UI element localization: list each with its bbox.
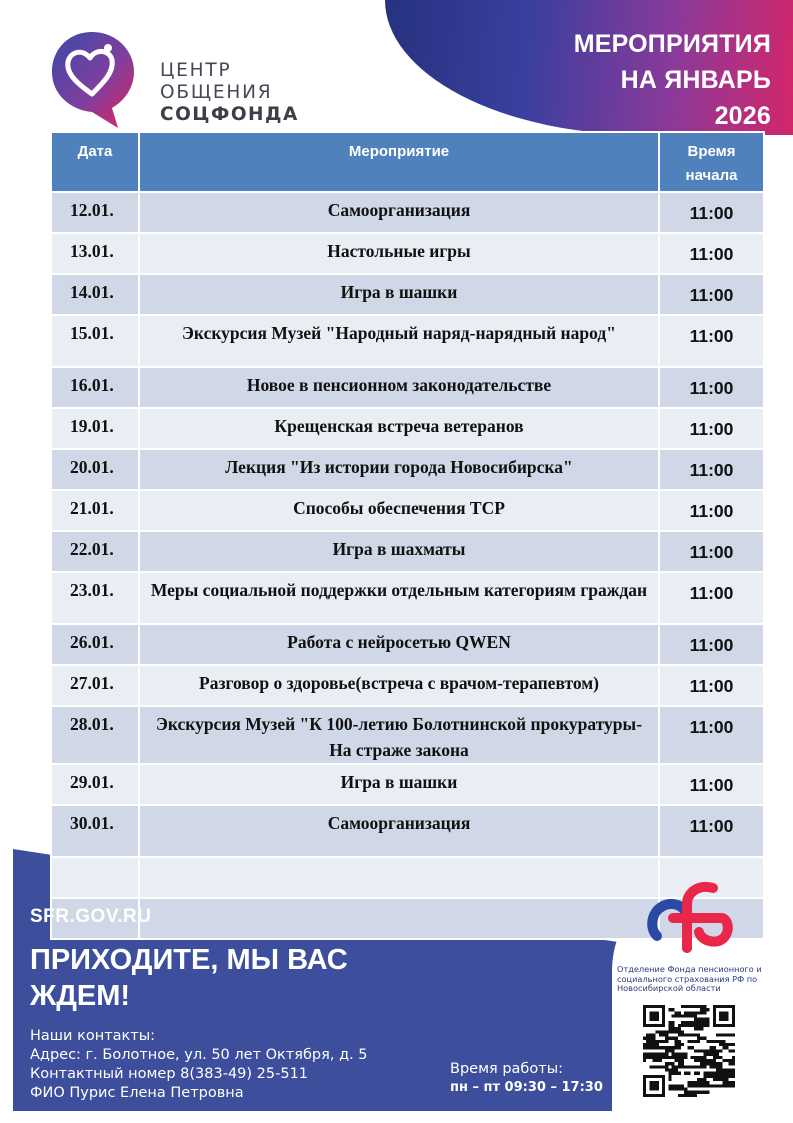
- row-time: 11:00: [659, 490, 764, 531]
- row-time: 11:00: [659, 233, 764, 274]
- row-event: Настольные игры: [139, 233, 659, 274]
- table-row: [51, 449, 764, 490]
- table-row: [51, 706, 764, 764]
- row-date: 27.01.: [51, 665, 139, 706]
- row-date: 14.01.: [51, 274, 139, 315]
- row-time: 11:00: [659, 665, 764, 706]
- row-time: 11:00: [659, 624, 764, 665]
- logo-line-1: ЦЕНТР: [160, 60, 232, 81]
- banner-title-line-1: МЕРОПРИЯТИЯ: [573, 30, 771, 58]
- row-event: Способы обеспечения ТСР: [139, 490, 659, 531]
- hours-label: Время работы:: [450, 1061, 564, 1077]
- row-event: Игра в шашки: [139, 764, 659, 805]
- logo-line-2: ОБЩЕНИЯ: [160, 82, 273, 103]
- row-time: 11:00: [659, 315, 764, 367]
- row-time: 11:00: [659, 706, 764, 764]
- row-time: 11:00: [659, 805, 764, 857]
- row-date: 29.01.: [51, 764, 139, 805]
- table-row: [51, 624, 764, 665]
- row-time: 11:00: [659, 449, 764, 490]
- row-event: Игра в шашки: [139, 274, 659, 315]
- table-row: [51, 192, 764, 233]
- header-time: Время начала: [659, 132, 764, 192]
- contacts-person: ФИО Пурис Елена Петровна: [30, 1085, 244, 1101]
- header-banner: [385, 0, 793, 135]
- row-event: Новое в пенсионном законодательстве: [139, 367, 659, 408]
- row-date: 19.01.: [51, 408, 139, 449]
- row-event: Самоорганизация: [139, 192, 659, 233]
- table-row: [51, 274, 764, 315]
- row-time: 11:00: [659, 192, 764, 233]
- row-date: 26.01.: [51, 624, 139, 665]
- row-date: 21.01.: [51, 490, 139, 531]
- row-event: Экскурсия Музей "К 100-летию Болотнинской прокуратуры- На страже закона: [139, 706, 659, 764]
- contacts-block: [30, 1027, 368, 1103]
- schedule-body: [51, 192, 764, 939]
- banner-title-line-2: НА ЯНВАРЬ: [620, 66, 771, 94]
- row-time: 11:00: [659, 531, 764, 572]
- row-date: 12.01.: [51, 192, 139, 233]
- row-event: Крещенская встреча ветеранов: [139, 408, 659, 449]
- contacts-phone: Контактный номер 8(383-49) 25-511: [30, 1066, 309, 1082]
- slogan-line-1: ПРИХОДИТЕ, МЫ ВАС: [30, 944, 348, 976]
- row-event: Лекция "Из истории города Новосибирска": [139, 449, 659, 490]
- table-row: [51, 531, 764, 572]
- table-row: [51, 367, 764, 408]
- banner-title: [574, 26, 771, 134]
- table-row: [51, 408, 764, 449]
- row-time: 11:00: [659, 764, 764, 805]
- contacts-address: Адрес: г. Болотное, ул. 50 лет Октября, д. 5: [30, 1047, 368, 1063]
- row-date: 28.01.: [51, 706, 139, 764]
- table-row: [51, 764, 764, 805]
- row-time: 11:00: [659, 408, 764, 449]
- table-row: [51, 665, 764, 706]
- slogan: [30, 942, 348, 1014]
- row-event: [139, 898, 659, 939]
- row-event: Меры социальной поддержки отдельным категориям граждан: [139, 572, 659, 624]
- row-date: 20.01.: [51, 449, 139, 490]
- table-row: [51, 805, 764, 857]
- contacts-title: Наши контакты:: [30, 1028, 156, 1044]
- row-event: Разговор о здоровье(встреча с врачом-терапевтом): [139, 665, 659, 706]
- hours-value: пн – пт 09:30 – 17:30: [450, 1080, 603, 1095]
- site-url[interactable]: SFR.GOV.RU: [30, 906, 152, 927]
- logo-line-3: СОЦФОНДА: [160, 104, 299, 125]
- row-date: 30.01.: [51, 805, 139, 857]
- qr-code-icon[interactable]: [643, 1005, 735, 1097]
- heart-speech-bubble-icon: [48, 28, 136, 130]
- row-date: 13.01.: [51, 233, 139, 274]
- working-hours: [450, 1061, 603, 1095]
- sfr-caption: Отделение Фонда пенсионного и социального страхования РФ по Новосибирской области: [617, 964, 762, 993]
- table-header-row: [51, 132, 764, 192]
- row-time: 11:00: [659, 572, 764, 624]
- row-date: 16.01.: [51, 367, 139, 408]
- logo-text: [160, 60, 299, 126]
- row-event: Самоорганизация: [139, 805, 659, 857]
- slogan-line-2: ЖДЕМ!: [30, 980, 131, 1012]
- table-row: [51, 315, 764, 367]
- row-date: 23.01.: [51, 572, 139, 624]
- row-event: Игра в шахматы: [139, 531, 659, 572]
- header-event: Мероприятие: [139, 132, 659, 192]
- table-row: [51, 233, 764, 274]
- row-date: [51, 857, 139, 898]
- table-row: [51, 572, 764, 624]
- schedule-table: [50, 131, 765, 940]
- header-date: Дата: [51, 132, 139, 192]
- table-row: [51, 490, 764, 531]
- row-date: 22.01.: [51, 531, 139, 572]
- row-time: 11:00: [659, 367, 764, 408]
- row-event: Экскурсия Музей "Народный наряд-нарядный народ": [139, 315, 659, 367]
- row-event: Работа с нейросетью QWEN: [139, 624, 659, 665]
- row-event: [139, 857, 659, 898]
- row-time: 11:00: [659, 274, 764, 315]
- banner-title-line-3: 2026: [714, 102, 771, 130]
- sfr-logo-icon: [643, 878, 735, 960]
- row-date: 15.01.: [51, 315, 139, 367]
